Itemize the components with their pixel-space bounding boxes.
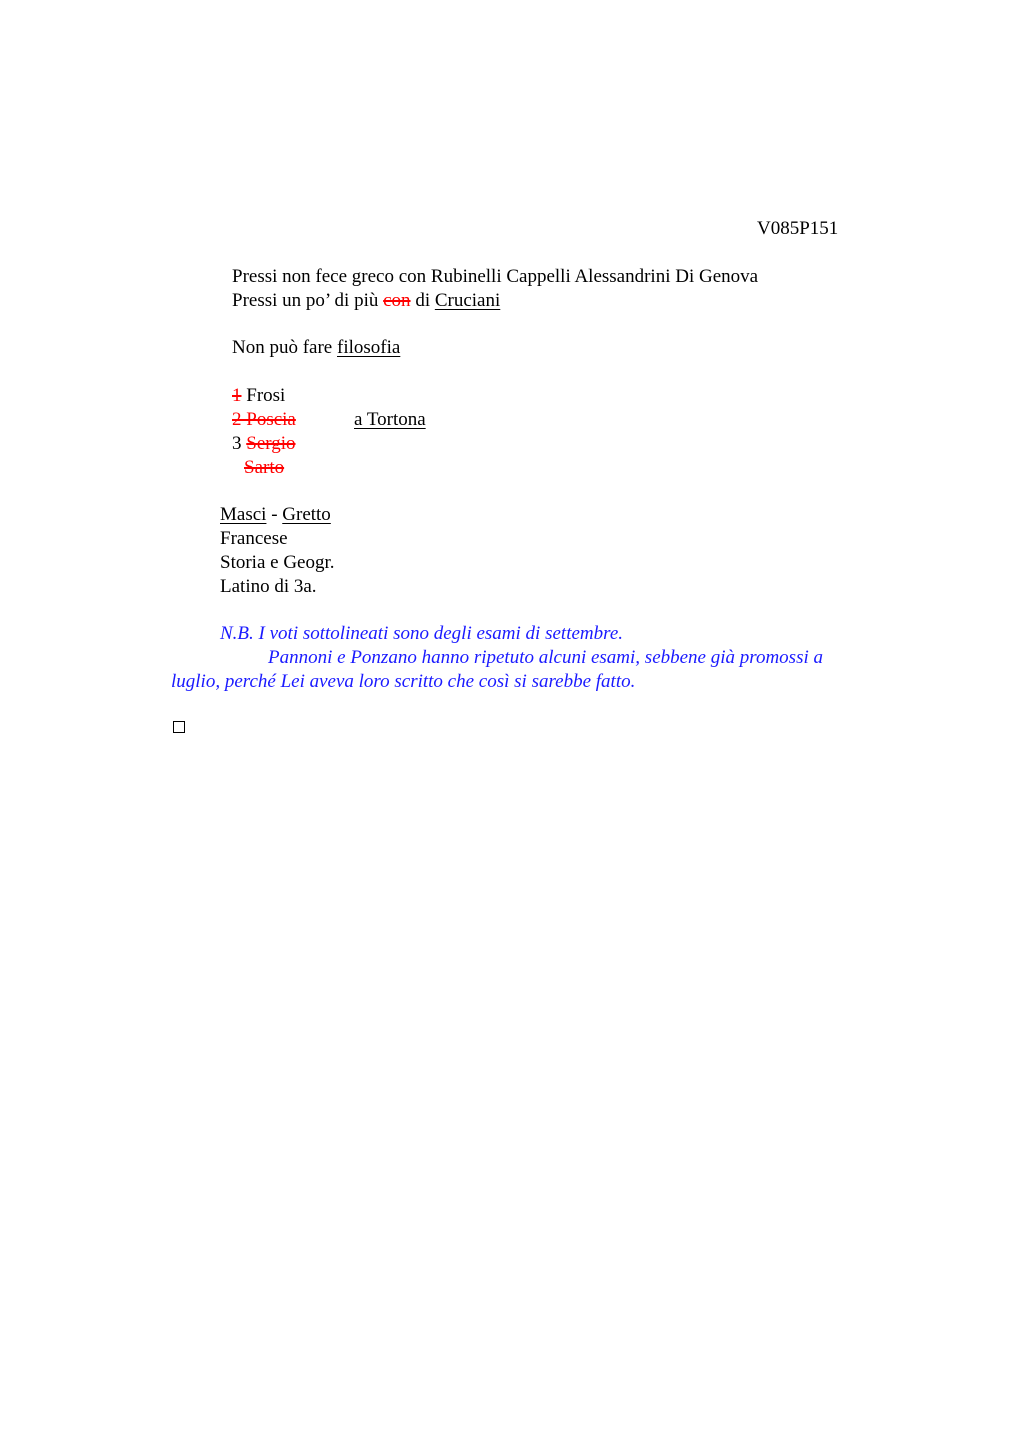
- ranking-item-1: [232, 384, 285, 408]
- text-segment: di: [410, 290, 435, 311]
- ranking-number: 3: [232, 433, 247, 454]
- text-segment: Non può fare: [232, 337, 337, 358]
- ranking-name: Frosi: [241, 385, 286, 406]
- note-line-3: luglio, perché Lei aveva loro scritto che così si sarebbe fatto.: [171, 671, 636, 692]
- underlined-word: filosofia: [337, 337, 401, 358]
- deleted-word: con: [383, 290, 411, 311]
- underlined-name: Masci: [220, 504, 267, 525]
- deleted-entry: 2 Poscia: [232, 409, 296, 430]
- text-line-cruciani: [232, 289, 500, 313]
- checkbox-square[interactable]: [173, 721, 185, 733]
- location-tortona: [354, 408, 426, 432]
- text-line-filosofia: [232, 336, 400, 360]
- ranking-item-4: [244, 456, 284, 480]
- subjects-names: [220, 503, 331, 527]
- text-segment: -: [266, 504, 283, 525]
- deleted-number: 1: [232, 385, 242, 406]
- deleted-entry: Sergio: [246, 433, 296, 454]
- underlined-name: Cruciani: [434, 290, 501, 311]
- text-line-greco: Pressi non fece greco con Rubinelli Cappelli Alessandrini Di Genova: [232, 266, 759, 287]
- note-line-1: N.B. I voti sottolineati sono degli esami di settembre.: [220, 623, 623, 644]
- subject-latino: Latino di 3a.: [220, 576, 317, 597]
- ranking-item-3: [232, 432, 296, 456]
- underlined-location: a Tortona: [354, 409, 426, 430]
- text-segment: Pressi un po’ di più: [232, 290, 384, 311]
- page-code: V085P151: [757, 218, 839, 239]
- note-line-2: Pannoni e Ponzano hanno ripetuto alcuni esami, sebbene già promossi a: [268, 647, 823, 668]
- subject-francese: Francese: [220, 528, 288, 549]
- deleted-entry: Sarto: [244, 457, 285, 478]
- underlined-name: Gretto: [282, 504, 331, 525]
- subject-storia: Storia e Geogr.: [220, 552, 335, 573]
- ranking-item-2: [232, 408, 296, 432]
